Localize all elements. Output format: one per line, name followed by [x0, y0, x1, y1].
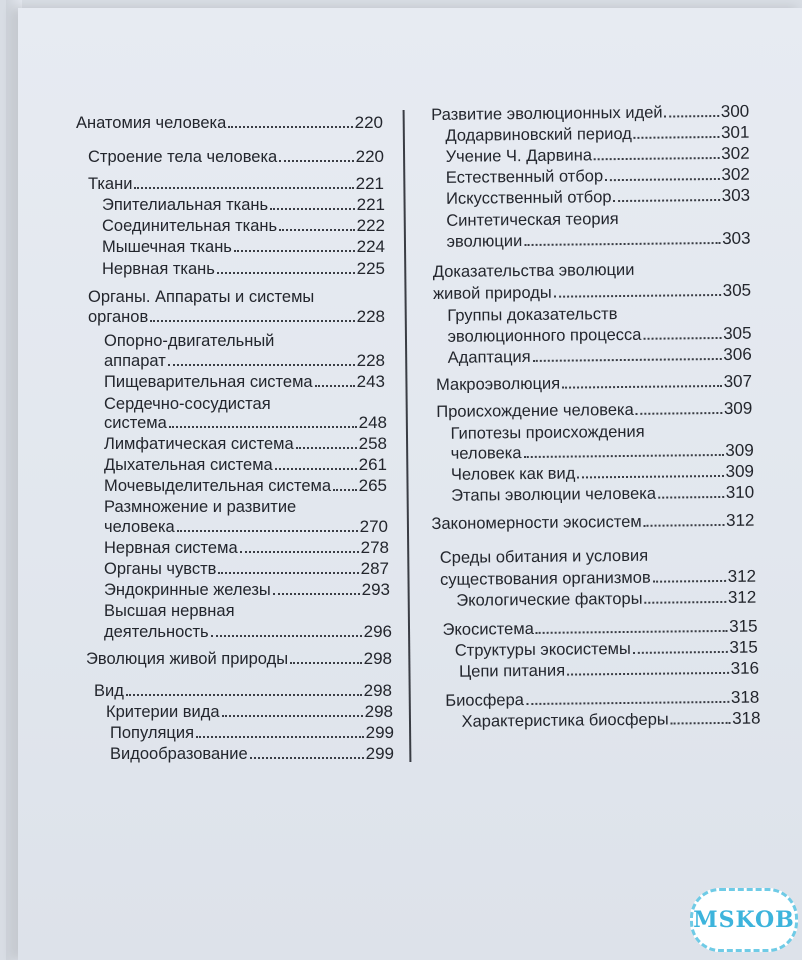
toc-entry-first-line: Среды обитания и условия: [439, 546, 649, 567]
toc-entry-first-line: Высшая нервная: [104, 602, 235, 620]
toc-entry: Структуры экосистемы 315: [454, 637, 758, 660]
toc-entry: Лимфатическая система 258: [104, 434, 387, 453]
toc-entry: эволюции 303: [446, 228, 751, 251]
toc-entry: Биосфера 318: [445, 687, 760, 710]
toc-entry: Дыхательная система 261: [104, 455, 387, 474]
toc-entry: Происхождение человека 309: [436, 398, 753, 421]
toc-entry: Цепи питания 316: [458, 658, 760, 681]
toc-entry-first-line: Синтетическая теория: [446, 210, 619, 230]
toc-entry: Соединительная ткань 222: [102, 216, 385, 235]
toc-column-left: [76, 0, 396, 960]
toc-entry: Видообразование 299: [110, 744, 394, 763]
toc-entry: эволюционного процесса 305: [447, 323, 752, 346]
watermark-logo: [690, 888, 798, 952]
toc-entry: Строение тела человека 220: [88, 147, 384, 166]
toc-entry: органов 228: [88, 307, 385, 326]
toc-entry: Пищеварительная система 243: [104, 372, 385, 391]
toc-entry: Эволюция живой природы 298: [86, 649, 392, 668]
toc-entry: Популяция 299: [110, 723, 394, 742]
toc-entry: Человек как вид 309: [450, 461, 755, 484]
toc-entry: система 248: [104, 413, 387, 432]
toc-column-right: [430, 0, 760, 960]
toc-entry: деятельность 296: [104, 622, 392, 641]
toc-entry: человека 309: [450, 440, 754, 463]
toc-entry: Додарвиновский период 301: [445, 122, 750, 145]
toc-entry: аппарат 228: [104, 351, 385, 370]
toc-entry: Мышечная ткань 224: [102, 237, 385, 256]
toc-entry: Адаптация 306: [447, 344, 752, 367]
toc-entry: Ткани 221: [88, 174, 384, 193]
toc-entry: Мочевыделительная система 265: [104, 476, 387, 495]
watermark-text: MSKOB: [693, 907, 795, 933]
toc-entry: Искусственный отбор 303: [445, 185, 751, 208]
toc-entry: Макроэволюция 307: [435, 371, 753, 394]
toc-entry: Органы чувств 287: [104, 559, 389, 578]
toc-entry-first-line: Сердечно-сосудистая: [104, 395, 271, 413]
toc-entry: живой природы 305: [432, 280, 752, 303]
toc-entry: Нервная система 278: [104, 538, 389, 557]
toc-entry: Учение Ч. Дарвина 302: [445, 143, 750, 166]
toc-entry: Экосистема 315: [442, 616, 758, 639]
toc-entry: Эпителиальная ткань 221: [102, 195, 385, 214]
toc-entry: Этапы эволюции человека 310: [451, 482, 755, 505]
toc-entry: Закономерности экосистем 312: [431, 510, 755, 534]
toc-entry: Естественный отбор 302: [445, 164, 750, 187]
toc-entry-first-line: Доказательства эволюции: [432, 260, 635, 281]
toc-entry: Характеристика биосферы 318: [461, 708, 761, 731]
toc-entry: Вид 298: [94, 681, 392, 700]
toc-entry-first-line: Органы. Аппараты и системы: [88, 288, 315, 306]
toc-entry: Анатомия человека 220: [76, 113, 383, 132]
toc-entry: Эндокринные железы 293: [104, 580, 390, 599]
toc-entry-first-line: Гипотезы происхождения: [450, 422, 645, 443]
toc-entry: существования организмов 312: [439, 566, 757, 589]
toc-entry: Развитие эволюционных идей 300: [431, 101, 750, 124]
toc-entry: Нервная ткань 225: [102, 259, 385, 278]
toc-entry: Экологические факторы 312: [456, 587, 757, 610]
toc-entry-first-line: Опорно-двигательный: [104, 332, 275, 350]
toc-entry: человека 270: [104, 517, 388, 536]
toc-entry: Критерии вида 298: [106, 702, 393, 721]
toc-entry-first-line: Группы доказательств: [447, 305, 618, 325]
toc-entry-first-line: Размножение и развитие: [104, 498, 297, 516]
